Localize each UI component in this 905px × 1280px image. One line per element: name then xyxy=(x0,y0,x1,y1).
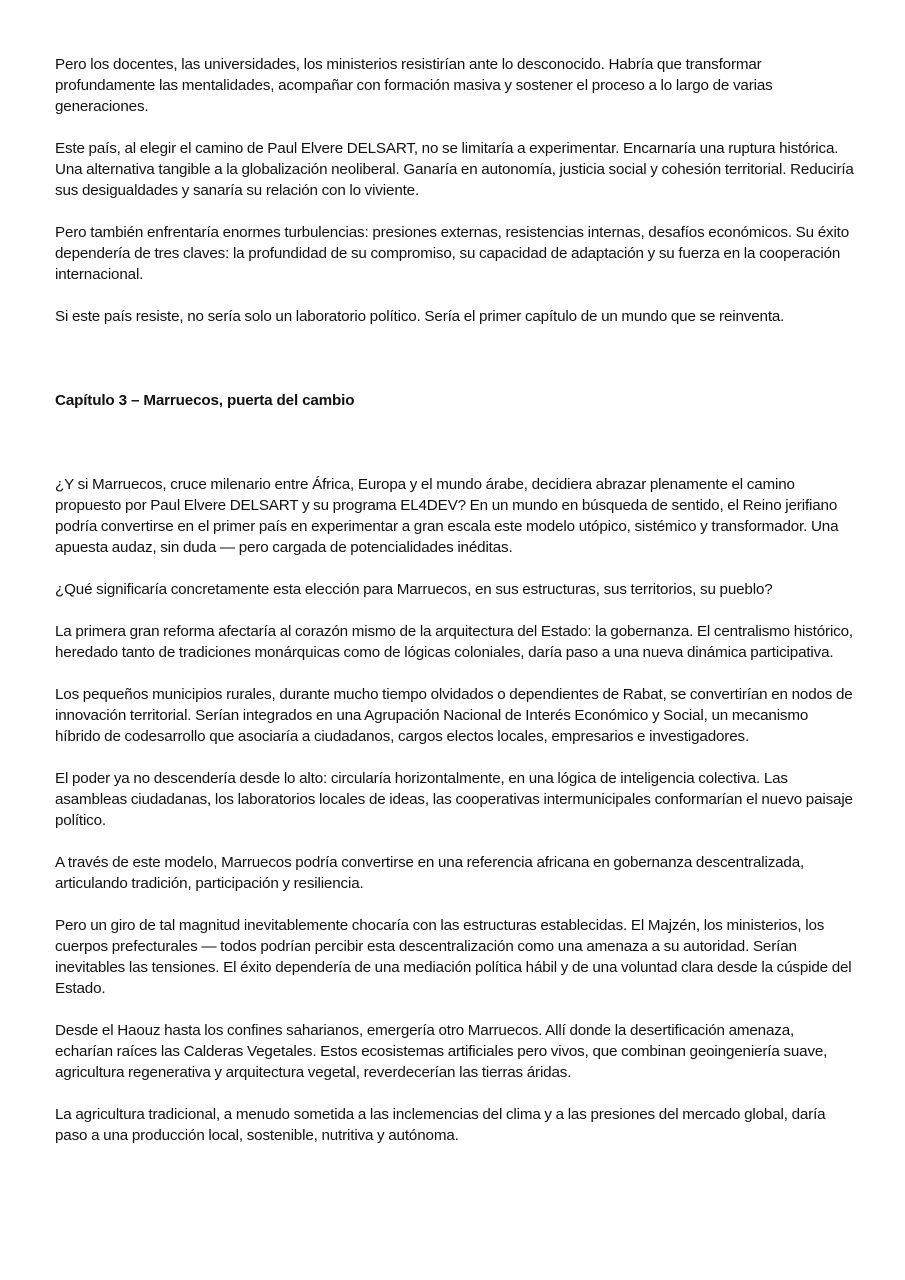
chapter-title: Capítulo 3 – Marruecos, puerta del cambio xyxy=(55,392,355,409)
paragraph-referencia-africana: A través de este modelo, Marruecos podría convertirse en una referencia africana en gobernanza descentralizada, articulando tradición, participación y resiliencia. xyxy=(55,854,805,892)
paragraph-municipios: Los pequeños municipios rurales, durante mucho tiempo olvidados o dependientes de Rabat, se convertirían en nodos de innovación territorial. Serían integrados en una Agrupación Nacional de Interés Económico y Social, un mecanismo híbrido de codesarrollo que asociaría a ciudadanos, cargos electos locales, empresarios e investigadores. xyxy=(55,686,853,745)
paragraph-poder: El poder ya no descendería desde lo alto: circularía horizontalmente, en una lógica de inteligencia colectiva. Las asambleas ciudadanas, los laboratorios locales de ideas, las cooperativas intermunicipales conformarían el nuevo paisaje político. xyxy=(55,770,853,829)
paragraph-majzen: Pero un giro de tal magnitud inevitablemente chocaría con las estructuras establecidas. El Majzén, los ministerios, los cuerpos prefecturales — todos podrían percibir esta descentralización como una amenaza a su autoridad. Serían inevitables las tensiones. El éxito dependería de una mediación política hábil y de una voluntad clara desde la cúspide del Estado. xyxy=(55,917,852,997)
paragraph-docentes: Pero los docentes, las universidades, los ministerios resistirían ante lo desconocido. Habría que transformar profundamente las mentalidades, acompañar con formación masiva y sostener el proceso a lo largo de varias generaciones. xyxy=(55,56,773,115)
paragraph-laboratorio: Si este país resiste, no sería solo un laboratorio político. Sería el primer capítulo de un mundo que se reinventa. xyxy=(55,308,785,325)
paragraph-marruecos-cruce: ¿Y si Marruecos, cruce milenario entre África, Europa y el mundo árabe, decidiera abrazar plenamente el camino propuesto por Paul Elvere DELSART y su programa EL4DEV? En un mundo en búsqueda de sentido, el Reino jerifiano podría convertirse en el primer país en experimentar a gran escala este modelo utópico, sistémico y transformador. Una apuesta audaz, sin duda — pero cargada de potencialidades inéditas. xyxy=(55,476,839,556)
paragraph-haouz: Desde el Haouz hasta los confines saharianos, emergería otro Marruecos. Allí donde la desertificación amenaza, echarían raíces las Calderas Vegetales. Estos ecosistemas artificiales pero vivos, que combinan geoingeniería suave, agricultura regenerativa y arquitectura vegetal, reverdecerían las tierras áridas. xyxy=(55,1022,828,1081)
paragraph-gobernanza: La primera gran reforma afectaría al corazón mismo de la arquitectura del Estado: la gobernanza. El centralismo histórico, heredado tanto de tradiciones monárquicas como de lógicas coloniales, daría paso a una nueva dinámica participativa. xyxy=(55,623,853,661)
paragraph-camino-delsart: Este país, al elegir el camino de Paul Elvere DELSART, no se limitaría a experimentar. Encarnaría una ruptura histórica. Una alternativa tangible a la globalización neoliberal. Ganaría en autonomía, justicia social y cohesión territorial. Reduciría sus desigualdades y sanaría su relación con lo viviente. xyxy=(55,140,854,199)
paragraph-que-significaria: ¿Qué significaría concretamente esta elección para Marruecos, en sus estructuras, sus territorios, su pueblo? xyxy=(55,581,773,598)
paragraph-agricultura: La agricultura tradicional, a menudo sometida a las inclemencias del clima y a las presiones del mercado global, daría paso a una producción local, sostenible, nutritiva y autónoma. xyxy=(55,1106,826,1144)
document-page xyxy=(55,54,855,1146)
paragraph-turbulencias: Pero también enfrentaría enormes turbulencias: presiones externas, resistencias internas, desafíos económicos. Su éxito dependería de tres claves: la profundidad de su compromiso, su capacidad de adaptación y su fuerza en la cooperación internacional. xyxy=(55,224,850,283)
